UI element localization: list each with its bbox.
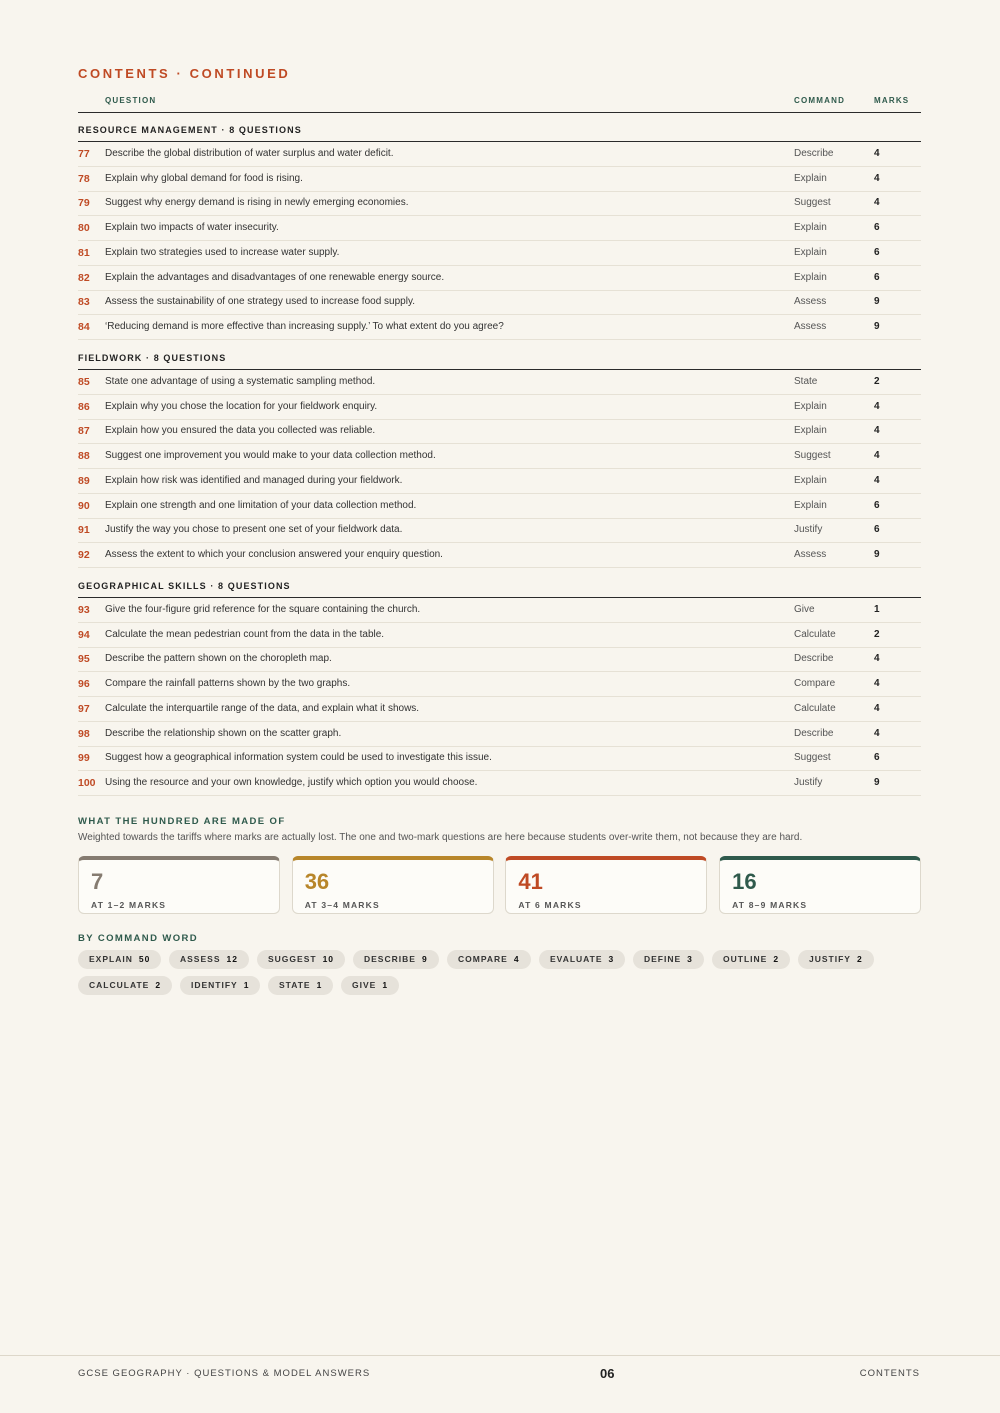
question-row[interactable] <box>78 395 921 420</box>
chip-word: DESCRIBE <box>364 954 416 964</box>
chip-count: 12 <box>226 954 238 964</box>
marks-value: 4 <box>874 450 880 462</box>
command-word: Explain <box>794 400 827 412</box>
marks-value: 4 <box>874 425 880 437</box>
marks-value: 1 <box>874 604 880 615</box>
question-row[interactable] <box>78 647 921 672</box>
question-number: 79 <box>78 197 90 210</box>
chip-word: ASSESS <box>180 954 221 964</box>
question-number: 83 <box>78 296 90 309</box>
question-number: 89 <box>78 474 90 487</box>
command-word: Suggest <box>794 197 831 209</box>
command-word-chip[interactable] <box>268 976 333 995</box>
marks-value: 6 <box>874 499 880 511</box>
footer-book-title: GCSE GEOGRAPHY · QUESTIONS & MODEL ANSWERS <box>78 1368 371 1379</box>
chip-word: EVALUATE <box>550 954 603 964</box>
question-text: Explain two impacts of water insecurity. <box>105 222 279 234</box>
chip-count: 1 <box>243 980 250 990</box>
question-number: 78 <box>78 172 90 185</box>
question-number: 85 <box>78 376 90 388</box>
command-word: Explain <box>794 222 827 234</box>
question-number: 81 <box>78 246 90 259</box>
command-word: Calculate <box>794 702 836 714</box>
question-number: 96 <box>78 678 90 691</box>
section-title: GEOGRAPHICAL SKILLS · 8 QUESTIONS <box>78 581 291 591</box>
chip-count: 1 <box>316 980 323 990</box>
question-number: 87 <box>78 425 90 438</box>
table-header <box>78 95 921 113</box>
marks-value: 6 <box>874 222 880 234</box>
question-number: 100 <box>78 776 96 789</box>
command-word-chip[interactable] <box>539 950 625 969</box>
card-label: AT 8–9 MARKS <box>732 900 808 910</box>
question-number: 99 <box>78 752 90 765</box>
command-word: Justify <box>794 524 823 536</box>
command-word: Describe <box>794 653 834 665</box>
marks-value: 4 <box>874 727 880 739</box>
command-word: Compare <box>794 678 836 690</box>
chip-word: COMPARE <box>458 954 508 964</box>
question-row[interactable] <box>78 167 921 192</box>
chip-count: 3 <box>608 954 615 964</box>
question-row[interactable] <box>78 191 921 216</box>
question-text: Calculate the mean pedestrian count from the data in the table. <box>105 628 385 640</box>
question-text: Explain how you ensured the data you collected was reliable. <box>105 425 376 437</box>
question-row[interactable] <box>78 469 921 494</box>
question-row[interactable] <box>78 672 921 697</box>
command-word-chip[interactable] <box>353 950 439 969</box>
marks-value: 2 <box>874 376 880 387</box>
command-word-chip[interactable] <box>169 950 249 969</box>
question-row[interactable] <box>78 241 921 266</box>
question-number: 93 <box>78 604 90 616</box>
command-word-chip[interactable] <box>257 950 345 969</box>
marks-value: 9 <box>874 320 880 332</box>
marks-value: 6 <box>874 271 880 283</box>
command-word-chip[interactable] <box>633 950 704 969</box>
question-row[interactable] <box>78 315 921 340</box>
command-word: Calculate <box>794 628 836 640</box>
card-value: 41 <box>518 869 543 894</box>
command-word: Justify <box>794 776 823 788</box>
question-number: 91 <box>78 524 90 537</box>
command-word-chip[interactable] <box>712 950 790 969</box>
question-number: 92 <box>78 548 90 561</box>
question-number: 77 <box>78 148 90 160</box>
command-word: State <box>794 376 818 387</box>
chip-word: SUGGEST <box>268 954 317 964</box>
question-text: ‘Reducing demand is more effective than increasing supply.’ To what extent do you agree? <box>105 320 504 332</box>
marks-summary-card <box>505 856 707 914</box>
command-word: Suggest <box>794 450 831 462</box>
question-text: Assess the sustainability of one strategy used to increase food supply. <box>105 296 415 308</box>
command-word: Explain <box>794 425 827 437</box>
chip-count: 2 <box>773 954 780 964</box>
section-heading <box>78 124 921 142</box>
question-text: Describe the relationship shown on the scatter graph. <box>105 727 342 739</box>
question-row[interactable] <box>78 494 921 519</box>
marks-summary-card <box>719 856 921 914</box>
command-word-chip[interactable] <box>78 950 161 969</box>
marks-value: 4 <box>874 197 880 209</box>
question-text: Suggest one improvement you would make to your data collection method. <box>105 450 436 462</box>
marks-value: 2 <box>874 628 880 640</box>
command-word: Give <box>794 604 815 615</box>
marks-value: 9 <box>874 548 880 560</box>
section-title: FIELDWORK · 8 QUESTIONS <box>78 353 227 363</box>
question-column-header: QUESTION <box>105 96 157 105</box>
chip-word: EXPLAIN <box>89 954 133 964</box>
chip-count: 2 <box>155 980 162 990</box>
question-row[interactable] <box>78 419 921 444</box>
command-word-chip[interactable] <box>78 976 172 995</box>
marks-value: 6 <box>874 752 880 764</box>
marks-column-header: MARKS <box>874 96 910 105</box>
chip-word: JUSTIFY <box>809 954 851 964</box>
command-word: Assess <box>794 320 827 332</box>
chip-count: 2 <box>856 954 863 964</box>
question-row[interactable] <box>78 771 921 796</box>
question-number: 88 <box>78 450 90 463</box>
chip-count: 1 <box>382 980 389 990</box>
marks-value: 4 <box>874 653 880 665</box>
card-value: 7 <box>91 869 104 894</box>
question-number: 82 <box>78 271 90 284</box>
question-number: 97 <box>78 702 90 715</box>
question-text: Describe the pattern shown on the choropleth map. <box>105 653 332 665</box>
card-label: AT 6 MARKS <box>518 900 582 910</box>
page-number: 06 <box>600 1366 615 1381</box>
command-word: Assess <box>794 296 827 308</box>
command-word-chip[interactable] <box>341 976 399 995</box>
marks-value: 9 <box>874 296 880 308</box>
marks-value: 4 <box>874 474 880 486</box>
question-text: Suggest why energy demand is rising in newly emerging economies. <box>105 197 409 209</box>
chip-count: 10 <box>322 954 335 964</box>
chip-word: STATE <box>279 980 311 990</box>
command-word-chip[interactable] <box>447 950 531 969</box>
command-word: Explain <box>794 172 827 184</box>
question-text: Calculate the interquartile range of the data, and explain what it shows. <box>105 702 420 714</box>
question-text: Compare the rainfall patterns shown by the two graphs. <box>105 678 351 690</box>
chip-word: IDENTIFY <box>191 980 238 990</box>
chip-word: OUTLINE <box>723 954 768 964</box>
question-text: Explain two strategies used to increase water supply. <box>105 246 340 258</box>
question-text: Suggest how a geographical information system could be used to investigate this issue. <box>105 752 492 764</box>
question-text: Explain why you chose the location for your fieldwork enquiry. <box>105 400 378 412</box>
command-word: Explain <box>794 246 827 258</box>
question-row[interactable] <box>78 266 921 291</box>
marks-summary-cards <box>78 856 921 918</box>
made-of-description: Weighted towards the tariffs where marks are actually lost. The one and two-mark questions are here because students over-write them, not because they are hard. <box>78 832 803 843</box>
question-number: 84 <box>78 320 90 333</box>
question-number: 98 <box>78 727 90 740</box>
chip-count: 9 <box>421 954 428 964</box>
question-text: Explain how risk was identified and managed during your fieldwork. <box>105 474 403 486</box>
footer-section-name: CONTENTS <box>859 1368 920 1379</box>
chip-count: 4 <box>513 954 520 964</box>
command-column-header: COMMAND <box>794 96 846 105</box>
section-heading <box>78 352 921 370</box>
question-text: Assess the extent to which your conclusion answered your enquiry question. <box>105 548 443 560</box>
command-word-title: BY COMMAND WORD <box>78 933 199 944</box>
question-row[interactable] <box>78 623 921 648</box>
marks-summary-card <box>292 856 494 914</box>
question-number: 94 <box>78 628 90 641</box>
marks-value: 4 <box>874 148 880 159</box>
command-word: Assess <box>794 548 827 560</box>
marks-value: 4 <box>874 400 880 412</box>
command-word-chip[interactable] <box>180 976 260 995</box>
question-row[interactable] <box>78 697 921 722</box>
question-text: Explain the advantages and disadvantages of one renewable energy source. <box>105 271 445 283</box>
question-text: Explain why global demand for food is rising. <box>105 172 303 184</box>
question-row[interactable] <box>78 142 921 167</box>
chip-count: 50 <box>138 954 151 964</box>
question-number: 86 <box>78 400 90 413</box>
question-text: Describe the global distribution of water surplus and water deficit. <box>105 148 394 159</box>
question-text: Justify the way you chose to present one set of your fieldwork data. <box>105 524 403 536</box>
marks-value: 4 <box>874 678 880 690</box>
made-of-title: WHAT THE HUNDRED ARE MADE OF <box>78 816 286 827</box>
question-row[interactable] <box>78 746 921 771</box>
command-word: Explain <box>794 271 827 283</box>
question-row[interactable] <box>78 444 921 469</box>
section-title: RESOURCE MANAGEMENT · 8 QUESTIONS <box>78 125 302 135</box>
question-number: 90 <box>78 499 90 512</box>
footer-divider <box>0 1355 1000 1356</box>
question-row[interactable] <box>78 370 921 395</box>
question-row[interactable] <box>78 290 921 315</box>
chip-word: CALCULATE <box>89 980 150 990</box>
question-text: Give the four-figure grid reference for the square containing the church. <box>105 604 421 615</box>
command-word: Describe <box>794 727 834 739</box>
question-row[interactable] <box>78 543 921 568</box>
question-number: 80 <box>78 222 90 235</box>
command-word: Explain <box>794 474 827 486</box>
card-value: 16 <box>732 869 757 894</box>
command-word: Explain <box>794 499 827 511</box>
card-value: 36 <box>304 869 330 894</box>
chip-count: 3 <box>687 954 693 964</box>
question-number: 95 <box>78 653 90 666</box>
marks-value: 6 <box>874 524 880 536</box>
chip-word: DEFINE <box>644 954 682 964</box>
question-text: State one advantage of using a systematic sampling method. <box>105 376 376 387</box>
contents-title: CONTENTS · CONTINUED <box>78 66 291 81</box>
card-label: AT 3–4 MARKS <box>304 900 380 910</box>
section-heading <box>78 580 921 598</box>
marks-value: 4 <box>874 702 880 714</box>
question-row[interactable] <box>78 518 921 543</box>
command-word-chip[interactable] <box>798 950 874 969</box>
question-row[interactable] <box>78 216 921 241</box>
question-row[interactable] <box>78 598 921 623</box>
chip-word: GIVE <box>352 980 377 990</box>
question-text: Using the resource and your own knowledge, justify which option you would choose. <box>105 776 478 788</box>
marks-value: 6 <box>874 246 880 258</box>
marks-value: 4 <box>874 172 880 184</box>
card-label: AT 1–2 MARKS <box>91 900 167 910</box>
question-text: Explain one strength and one limitation of your data collection method. <box>105 499 417 511</box>
command-word: Describe <box>794 148 834 159</box>
marks-summary-card <box>78 856 280 914</box>
marks-value: 9 <box>874 776 880 788</box>
command-word: Suggest <box>794 752 831 764</box>
question-row[interactable] <box>78 722 921 747</box>
